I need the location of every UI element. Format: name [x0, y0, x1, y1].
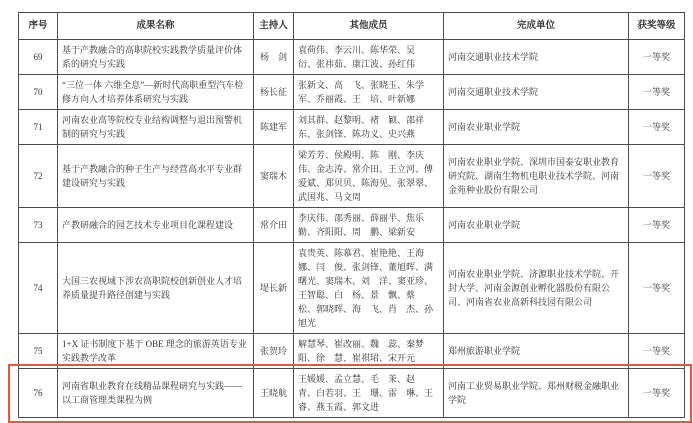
cell-completing-unit: 河南交通职业技术学院	[444, 75, 629, 110]
cell-achievement-title: 河南省职业教育在线精品课程研究与实践——以工商管理类课程为例	[58, 369, 254, 418]
col-header-members: 其他成员	[294, 13, 444, 40]
cell-award-level: 一等奖	[629, 75, 685, 110]
cell-achievement-title: 1+X 证书制度下基于 OBE 理念的旅游英语专业实践教学改革	[58, 334, 254, 369]
col-header-org: 完成单位	[444, 13, 629, 40]
cell-serial-number: 69	[19, 40, 58, 75]
table-row	[19, 243, 685, 334]
cell-serial-number: 73	[19, 208, 58, 243]
cell-serial-number: 75	[19, 334, 58, 369]
cell-other-members: 袁贵英、陈慕君、崔艳艳、王海娜、闫 俊、张剑锋、董旭晖、满曙光、窦瑞木、刘 洋、窦亚珍、王智聪、白 杨、景 飘、蔡 松、郭晓晖、海 飞、肖 杰、孙旭光	[294, 243, 444, 334]
cell-achievement-title: “三位一体 六维全息”—新时代高职重型汽车检修方向人才培养体系研究与实践	[58, 75, 254, 110]
cell-achievement-title: 基于产教融合的高职院校实践教学质量评价体系的研究与实践	[58, 40, 254, 75]
col-header-award: 获奖等级	[629, 13, 685, 40]
table-body	[19, 40, 685, 418]
header-row	[19, 13, 685, 40]
cell-completing-unit: 郑州旅游职业学院	[444, 334, 629, 369]
cell-leader: 窦瑞木	[254, 145, 294, 208]
cell-leader: 常介田	[254, 208, 294, 243]
table-row	[19, 334, 685, 369]
cell-achievement-title: 产教研融合的园艺技术专业项目化课程建设	[58, 208, 254, 243]
table-row	[19, 145, 685, 208]
table-row	[19, 110, 685, 145]
cell-leader: 杨 剑	[254, 40, 294, 75]
cell-completing-unit: 河南农业职业学院	[444, 208, 629, 243]
table-row	[19, 369, 685, 418]
cell-leader: 王晓航	[254, 369, 294, 418]
table-row	[19, 40, 685, 75]
cell-award-level: 一等奖	[629, 145, 685, 208]
cell-award-level: 一等奖	[629, 40, 685, 75]
cell-leader: 杨长征	[254, 75, 294, 110]
cell-leader: 陈建军	[254, 110, 294, 145]
cell-completing-unit: 河南农业职业学院、济源职业技术学院、开封大学、河南金源创业孵化器股份有限公司、河南省农业高新科技园有限公司	[444, 243, 629, 334]
cell-award-level: 一等奖	[629, 334, 685, 369]
cell-award-level: 一等奖	[629, 369, 685, 418]
awards-table	[18, 12, 685, 418]
cell-award-level: 一等奖	[629, 110, 685, 145]
cell-other-members: 李庆伟、邵秀丽、薛丽半、焦乐勤、齐阳阳、周 鹏、梁新安	[294, 208, 444, 243]
col-header-no: 序号	[19, 13, 58, 40]
cell-other-members: 刘其群、赵黎明、褚 颖、邵祥东、张剑锋、陈功义、史兴燕	[294, 110, 444, 145]
cell-completing-unit: 河南农业职业学院	[444, 110, 629, 145]
cell-completing-unit: 河南农业职业学院、深圳市国泰安职业教育研究院、湖南生物机电职业技术学院、河南金苑种业股份有限公司	[444, 145, 629, 208]
cell-serial-number: 74	[19, 243, 58, 334]
cell-other-members: 袁荷伟、李云川、陈华荣、吴 衍、张祎茹、康江波、孙红伟	[294, 40, 444, 75]
cell-other-members: 王媛媛、孟立慧、毛 茉、赵 青、白若羽、王 珊、雷 琳、王 睿、燕玉霞、郭文进	[294, 369, 444, 418]
cell-award-level: 一等奖	[629, 208, 685, 243]
cell-achievement-title: 基于产教融合的种子生产与经营高水平专业群建设研究与实践	[58, 145, 254, 208]
cell-serial-number: 70	[19, 75, 58, 110]
cell-achievement-title: 河南农业高等院校专业结构调整与退出预警机制的研究与实践	[58, 110, 254, 145]
cell-award-level: 一等奖	[629, 243, 685, 334]
cell-other-members: 梁芳芳、侯殿明、陈 刚、李庆伟、金志涛、常介田、王立河、傅爱斌、郑贝贝、陈海见、张翠翠、武国兆、马文周	[294, 145, 444, 208]
table-container	[18, 12, 684, 418]
cell-serial-number: 76	[19, 369, 58, 418]
cell-other-members: 解慧琴、崔改丽、魏 蕊、秦梦阳、徐 慧、崔祺珺、宋开元	[294, 334, 444, 369]
cell-leader: 堤长新	[254, 243, 294, 334]
cell-completing-unit: 河南工业贸易职业学院、郑州财税金融职业学院	[444, 369, 629, 418]
cell-other-members: 张新文、高 飞、张晓玉、朱学军、乔丽霞、王 培、叶新娜	[294, 75, 444, 110]
cell-completing-unit: 河南交通职业技术学院	[444, 40, 629, 75]
cell-leader: 张贺玲	[254, 334, 294, 369]
col-header-leader: 主持人	[254, 13, 294, 40]
cell-achievement-title: 大国三农视域下涉农高职院校创新创业人才培养质量提升路径创建与实践	[58, 243, 254, 334]
col-header-title: 成果名称	[58, 13, 254, 40]
table-row	[19, 208, 685, 243]
cell-serial-number: 72	[19, 145, 58, 208]
cell-serial-number: 71	[19, 110, 58, 145]
table-row	[19, 75, 685, 110]
